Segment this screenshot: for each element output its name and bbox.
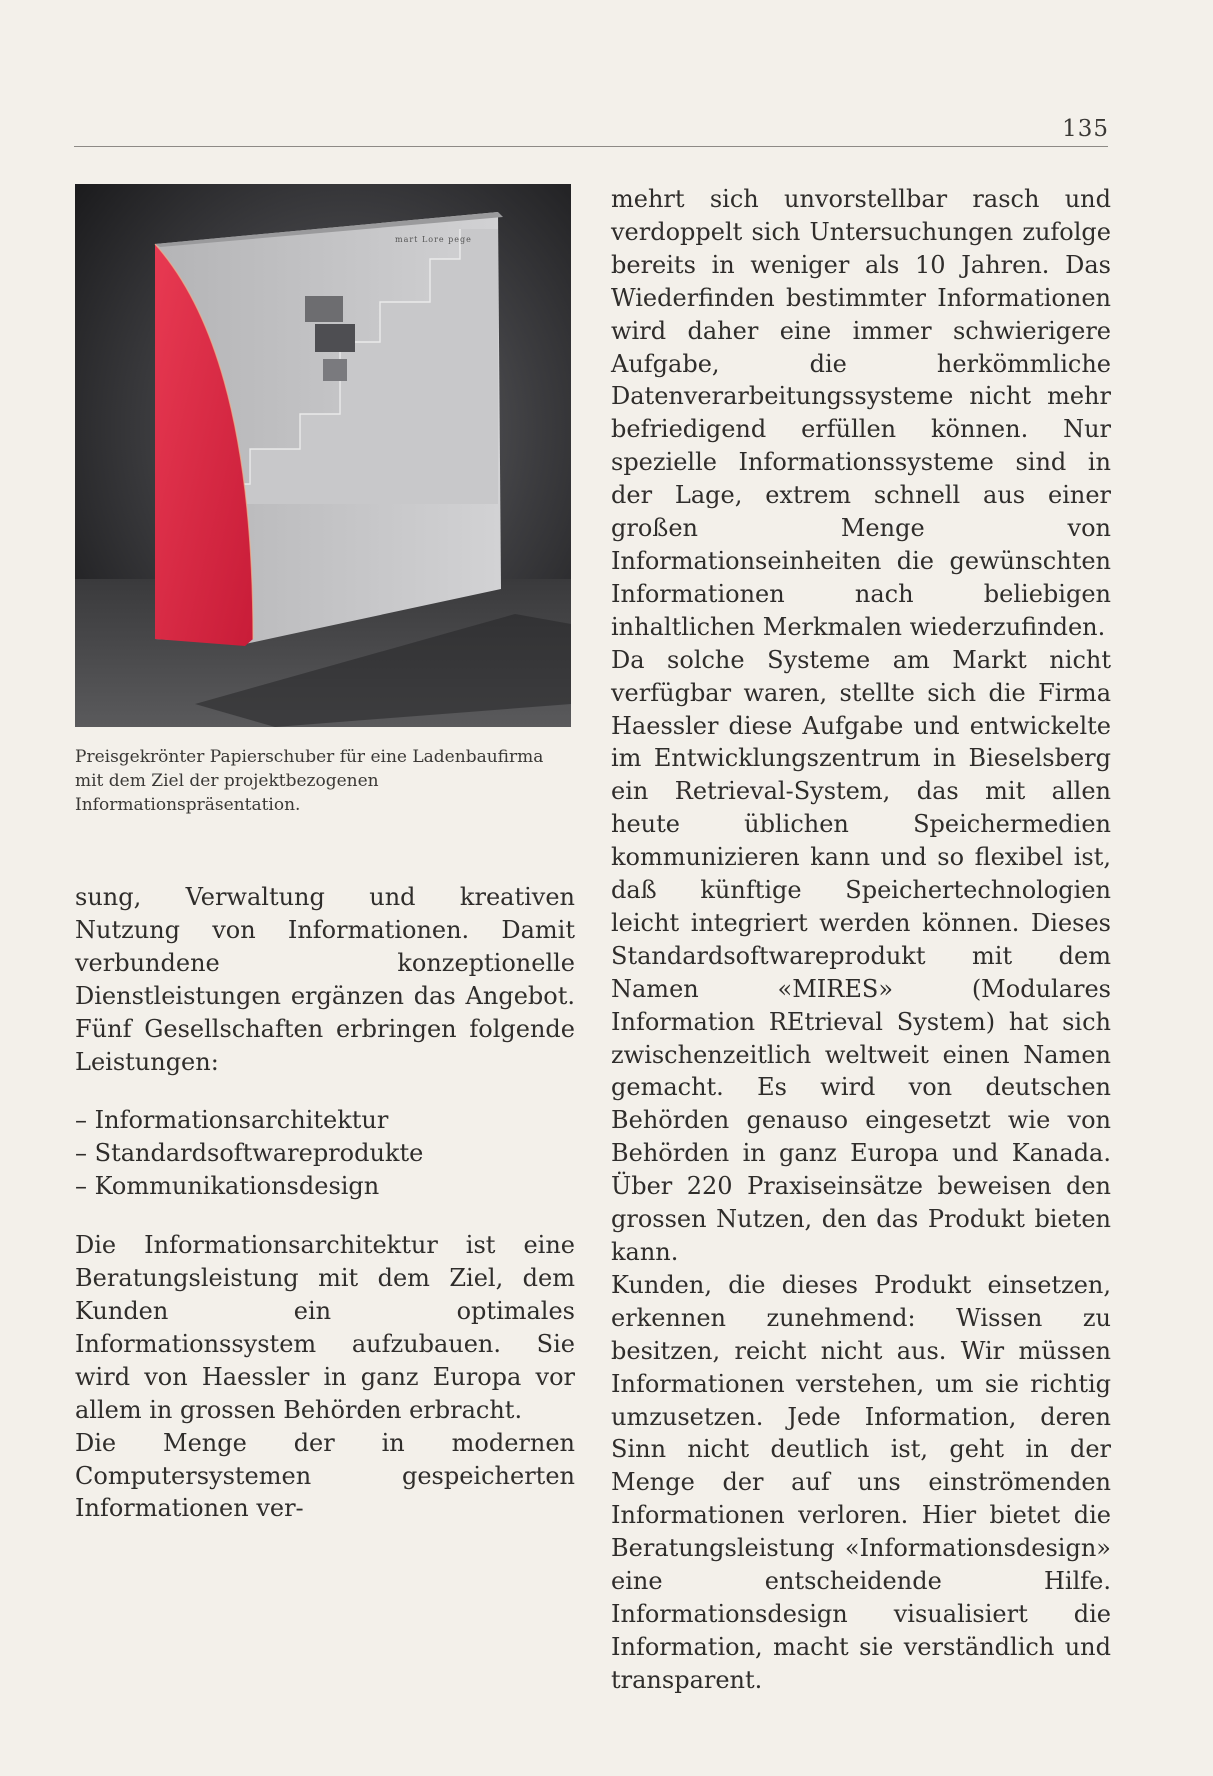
right-column xyxy=(611,183,1111,1697)
figure-photo xyxy=(75,184,571,727)
right-paragraph-3: Kunden, die dieses Produkt einsetzen, erkennen zunehmend: Wissen zu besitzen, reicht nicht aus. Wir müssen Informationen verstehen, um sie richtig umzusetzen. Jede Information, deren Sinn nicht deutlich ist, geht in der Menge der auf uns einströmenden Informationen verloren. Hier bietet die Beratungsleistung «Informationsdesign» eine entscheidende Hilfe. Informationsdesign visualisiert die Information, macht sie verständlich und transparent. xyxy=(611,1270,1111,1694)
slipcase-photo xyxy=(75,184,571,727)
left-paragraph-1: sung, Verwaltung und kreativen Nutzung von Informationen. Damit verbundene konzeptionelle Dienstleistungen ergänzen das Angebot. Fünf Gesellschaften erbringen folgende Leistungen: xyxy=(75,883,575,1076)
photo-thumbnail-2 xyxy=(315,324,355,352)
photo-thumbnail-3 xyxy=(323,359,347,381)
photo-thumbnail-1 xyxy=(305,296,343,322)
page-number: 135 xyxy=(1062,116,1109,142)
left-column xyxy=(75,881,575,1525)
figure-caption: Preisgekrönter Papierschuber für eine Ladenbaufirma mit dem Ziel der projektbezogenen Informationspräsentation. xyxy=(75,747,544,815)
cover-text: mart Lore pege xyxy=(395,235,472,244)
header-rule xyxy=(74,146,1108,147)
list-item: – Standardsoftwareprodukte xyxy=(75,1137,575,1170)
right-paragraph-1: mehrt sich unvorstellbar rasch und verdoppelt sich Untersuchungen zufolge bereits in weniger als 10 Jahren. Das Wiederfinden bestimmter Informationen wird daher eine immer schwierigere Aufgabe, die herkömmliche Datenverarbeitungssysteme nicht mehr befriedigend erfüllen können. Nur spezielle Informationssysteme sind in der Lage, extrem schnell aus einer großen Menge von Informationseinheiten die gewünschten Informationen nach beliebigen inhaltlichen Merkmalen wiederzufinden. xyxy=(611,185,1111,641)
right-paragraph-2: Da solche Systeme am Markt nicht verfügbar waren, stellte sich die Firma Haessler diese Aufgabe und entwickelte im Entwicklungszentrum in Bieselsberg ein Retrieval-System, das mit allen heute üblichen Speichermedien kommunizieren kann und so flexibel ist, daß künftige Speichertechnologien leicht integriert werden können. Dieses Standardsoftwareprodukt mit dem Namen «MIRES» (Modulares Information REtrieval System) hat sich zwischenzeitlich weltweit einen Namen gemacht. Es wird von deutschen Behörden genauso eingesetzt wie von Behörden in ganz Europa und Kanada. Über 220 Praxiseinsätze beweisen den grossen Nutzen, den das Produkt bieten kann. xyxy=(611,645,1111,1266)
left-paragraph-3: Die Menge der in modernen Computersystemen gespeicherten Informationen ver- xyxy=(75,1428,575,1523)
list-item: – Kommunikationsdesign xyxy=(75,1170,575,1203)
list-item: – Informationsarchitektur xyxy=(75,1104,575,1137)
service-list xyxy=(75,1104,575,1203)
left-paragraph-2: Die Informationsarchitektur ist eine Beratungsleistung mit dem Ziel, dem Kunden ein optimales Informationssystem aufzubauen. Sie wird von Haessler in ganz Europa vor allem in grossen Behörden erbracht. xyxy=(75,1231,575,1424)
spacer xyxy=(75,1203,575,1229)
spacer xyxy=(75,1078,575,1104)
